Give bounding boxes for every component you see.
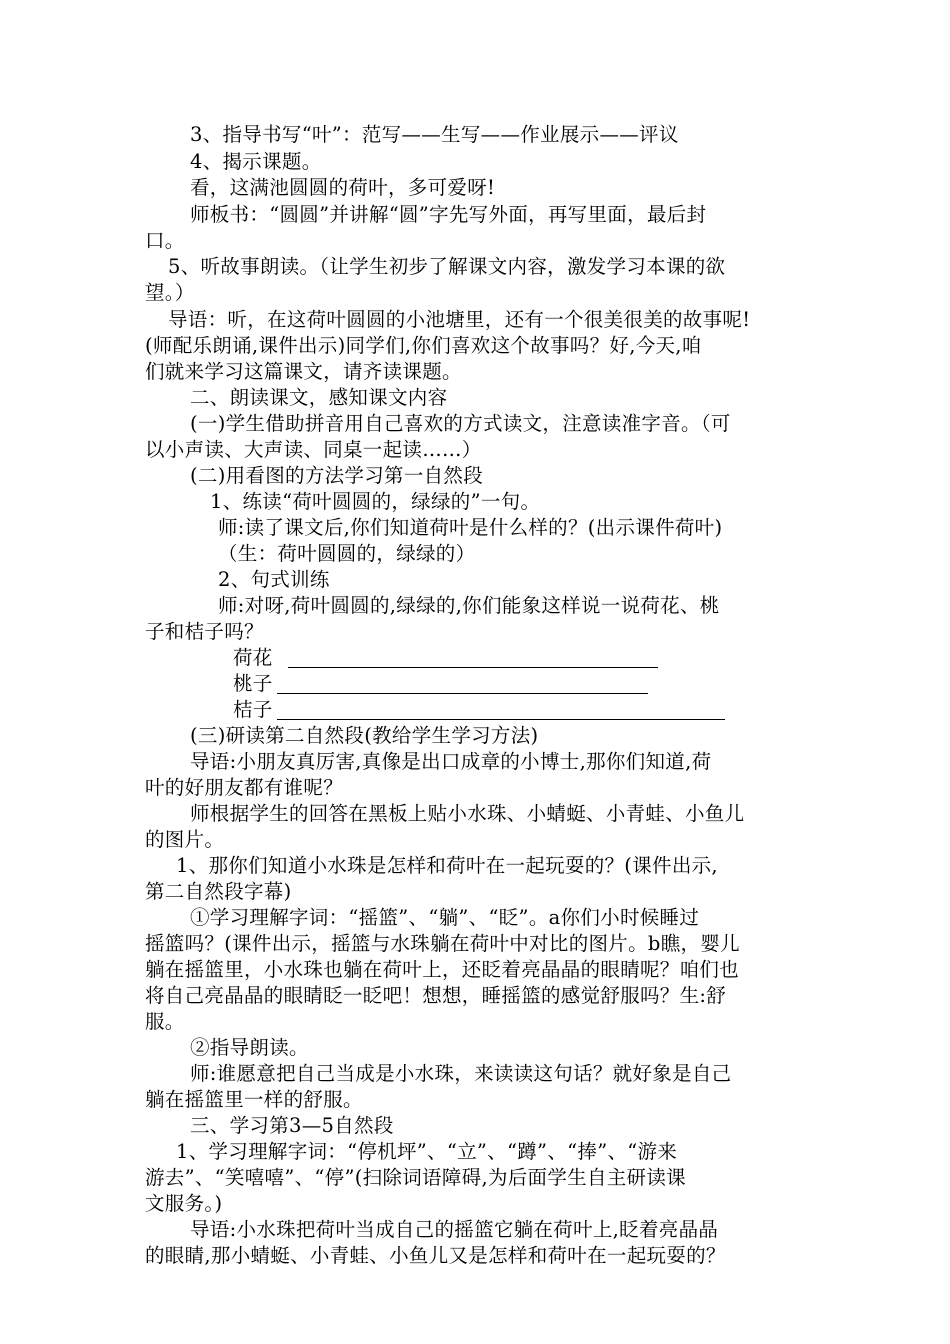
text-line: 游去”、“笑嘻嘻”、“停”(扫除词语障碍,为后面学生自主研读课: [145, 1166, 686, 1189]
text-line: 的图片。: [145, 828, 225, 851]
text-line: 服。: [145, 1010, 185, 1033]
text-line: 师板书：“圆圆”并讲解“圆”字先写外面，再写里面，最后封: [190, 203, 707, 226]
fill-in-label: 桔子: [233, 698, 273, 721]
text-line: 们就来学习这篇课文，请齐读课题。: [145, 360, 462, 383]
text-line: 口。: [145, 229, 185, 252]
fill-in-row: [233, 671, 273, 697]
text-line: 的眼睛,那小蜻蜓、小青蛙、小鱼儿又是怎样和荷叶在一起玩耍的？: [145, 1244, 726, 1267]
text-line: （生：荷叶圆圆的，绿绿的）: [218, 542, 476, 565]
text-line: 导语：听，在这荷叶圆圆的小池塘里，还有一个很美很美的故事呢!: [168, 308, 751, 331]
section-heading: 三、学习第3—5自然段: [190, 1114, 394, 1137]
text-line: 躺在摇篮里一样的舒服。: [145, 1088, 363, 1111]
text-line: (二)用看图的方法学习第一自然段: [190, 464, 484, 487]
text-line: 看，这满池圆圆的荷叶，多可爱呀!: [190, 176, 496, 199]
text-line: 2、句式训练: [218, 568, 330, 591]
text-line: 将自己亮晶晶的眼睛眨一眨吧！想想，睡摇篮的感觉舒服吗？生:舒: [145, 984, 727, 1007]
text-line: 4、揭示课题。: [190, 150, 322, 173]
section-heading: 二、朗读课文，感知课文内容: [190, 386, 448, 409]
text-line: 第二自然段字幕): [145, 880, 292, 903]
fill-in-blank: [277, 719, 725, 720]
fill-in-label: 桃子: [233, 672, 273, 695]
fill-in-label: 荷花: [233, 646, 273, 669]
text-line: 摇篮吗？(课件出示，摇篮与水珠躺在荷叶中对比的图片。b瞧，婴儿: [145, 932, 740, 955]
fill-in-blank: [277, 693, 648, 694]
fill-in-row: [233, 697, 273, 723]
text-line: 5、听故事朗读。（让学生初步了解课文内容，激发学习本课的欲: [168, 255, 726, 278]
text-line: 望。）: [145, 281, 195, 304]
text-line: 躺在摇篮里，小水珠也躺在荷叶上，还眨着亮晶晶的眼睛呢？咱们也: [145, 958, 740, 981]
text-line: 文服务。): [145, 1192, 223, 1215]
text-line: (三)研读第二自然段(教给学生学习方法): [190, 724, 539, 747]
text-line: ②指导朗读。: [190, 1036, 309, 1059]
text-line: 师根据学生的回答在黑板上贴小水珠、小蜻蜓、小青蛙、小鱼儿: [190, 802, 745, 825]
text-line: 1、练读“荷叶圆圆的，绿绿的”一句。: [210, 490, 541, 513]
text-line: 导语:小水珠把荷叶当成自己的摇篮它躺在荷叶上,眨着亮晶晶: [190, 1218, 719, 1241]
text-line: 子和桔子吗？: [145, 620, 264, 643]
text-line: 叶的好朋友都有谁呢？: [145, 776, 344, 799]
text-line: 导语:小朋友真厉害,真像是出口成章的小博士,那你们知道,荷: [190, 750, 712, 773]
text-line: 以小声读、大声读、同桌一起读……）: [145, 438, 482, 461]
text-line: 1、那你们知道小水珠是怎样和荷叶在一起玩耍的？(课件出示,: [176, 854, 718, 877]
text-line: 1、学习理解字词：“停机坪”、“立”、“蹲”、“捧”、“游来: [176, 1140, 678, 1163]
text-line: 3、指导书写“叶”：范写——生写——作业展示——评议: [190, 123, 679, 146]
text-line: 师:对呀,荷叶圆圆的,绿绿的,你们能象这样说一说荷花、桃: [218, 594, 720, 617]
text-line: (师配乐朗诵,课件出示)同学们,你们喜欢这个故事吗？好,今天,咱: [145, 334, 702, 357]
text-line: 师:读了课文后,你们知道荷叶是什么样的？(出示课件荷叶): [218, 516, 723, 539]
text-line: 师:谁愿意把自己当成是小水珠，来读读这句话？就好象是自己: [190, 1062, 732, 1085]
text-line: (一)学生借助拼音用自己喜欢的方式读文，注意读准字音。（可: [190, 412, 731, 435]
fill-in-blank: [288, 667, 658, 668]
fill-in-row: [233, 645, 273, 671]
text-line: ①学习理解字词：“摇篮”、“躺”、“眨”。a你们小时候睡过: [190, 906, 700, 929]
